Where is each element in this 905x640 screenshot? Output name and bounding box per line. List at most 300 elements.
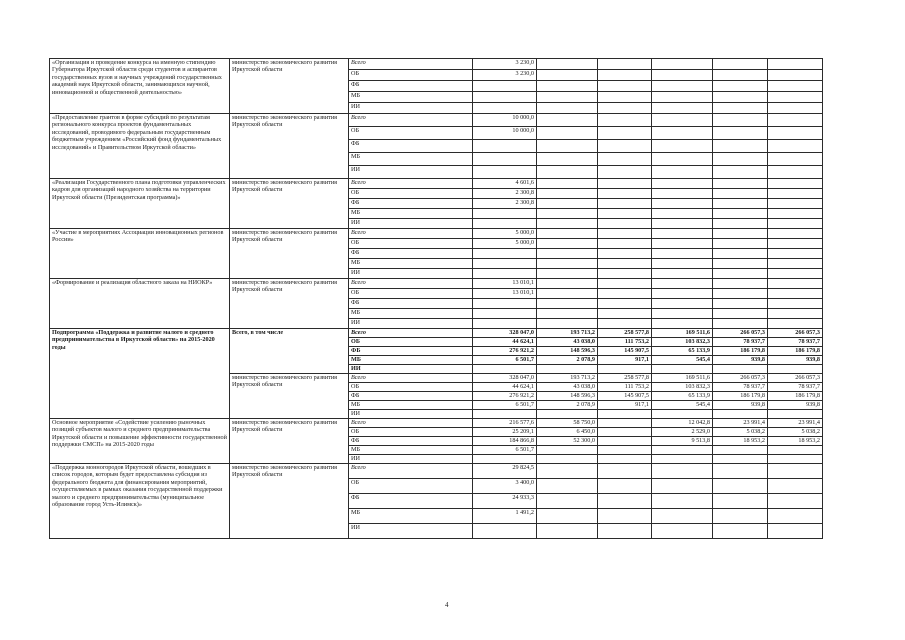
value-cell-y2016	[598, 153, 652, 166]
value-cell-y2019	[768, 166, 823, 179]
value-cell-y2019: 939,8	[768, 356, 823, 365]
value-cell-y2015	[537, 127, 598, 140]
source-cell: ИИ	[349, 455, 473, 464]
responsible-cell: министерство экономического развития Иркутской области	[230, 179, 349, 229]
source-cell: ФБ	[349, 249, 473, 259]
value-cell-y2015: 148 596,3	[537, 392, 598, 401]
responsible-cell: министерство экономического развития Иркутской области	[230, 374, 349, 419]
source-cell: ОБ	[349, 70, 473, 81]
measure-name-cell: Подпрограмма «Поддержка и развитие малого и среднего предпринимательства в Иркутской области» на 2015-2020 годы	[50, 329, 230, 419]
responsible-cell: министерство экономического развития Иркутской области	[230, 464, 349, 539]
value-cell-total: 44 624,1	[473, 338, 537, 347]
value-cell-y2017	[652, 114, 713, 127]
value-cell-y2018	[713, 92, 768, 103]
value-cell-y2016	[598, 446, 652, 455]
value-cell-y2016	[598, 365, 652, 374]
value-cell-y2017	[652, 455, 713, 464]
value-cell-y2018	[713, 153, 768, 166]
value-cell-y2016	[598, 455, 652, 464]
source-cell: ФБ	[349, 437, 473, 446]
value-cell-y2017	[652, 103, 713, 114]
source-cell: ФБ	[349, 392, 473, 401]
value-cell-y2016	[598, 209, 652, 219]
value-cell-y2016	[598, 199, 652, 209]
value-cell-y2015	[537, 209, 598, 219]
value-cell-y2015	[537, 114, 598, 127]
table-row	[50, 179, 823, 189]
source-cell: Всего	[349, 114, 473, 127]
value-cell-y2017	[652, 299, 713, 309]
value-cell-y2017	[652, 209, 713, 219]
source-cell: ОБ	[349, 239, 473, 249]
value-cell-total	[473, 259, 537, 269]
value-cell-y2019	[768, 279, 823, 289]
value-cell-y2018	[713, 365, 768, 374]
value-cell-y2017	[652, 127, 713, 140]
value-cell-y2018	[713, 494, 768, 509]
value-cell-y2017	[652, 269, 713, 279]
value-cell-y2015	[537, 140, 598, 153]
table-row	[50, 464, 823, 479]
value-cell-y2015	[537, 189, 598, 199]
value-cell-y2017: 545,4	[652, 356, 713, 365]
value-cell-total	[473, 92, 537, 103]
value-cell-total	[473, 309, 537, 319]
value-cell-y2019	[768, 464, 823, 479]
value-cell-y2019	[768, 140, 823, 153]
value-cell-y2016: 917,1	[598, 356, 652, 365]
value-cell-total	[473, 103, 537, 114]
value-cell-y2019	[768, 479, 823, 494]
value-cell-y2015: 193 713,2	[537, 329, 598, 338]
value-cell-y2018: 78 937,7	[713, 383, 768, 392]
table-row	[50, 229, 823, 239]
value-cell-y2016	[598, 229, 652, 239]
source-cell: МБ	[349, 446, 473, 455]
value-cell-y2017: 545,4	[652, 401, 713, 410]
value-cell-y2019	[768, 179, 823, 189]
value-cell-y2017: 12 042,8	[652, 419, 713, 428]
value-cell-y2016: 258 577,8	[598, 374, 652, 383]
value-cell-total	[473, 365, 537, 374]
value-cell-total: 10 000,0	[473, 127, 537, 140]
value-cell-y2018: 266 057,3	[713, 329, 768, 338]
value-cell-y2016	[598, 269, 652, 279]
measure-name-cell: «Участие в мероприятиях Ассоциации инновационных регионов России»	[50, 229, 230, 279]
value-cell-y2015	[537, 153, 598, 166]
value-cell-y2015	[537, 479, 598, 494]
responsible-cell: министерство экономического развития Иркутской области	[230, 419, 349, 464]
value-cell-y2016	[598, 81, 652, 92]
source-cell: МБ	[349, 153, 473, 166]
value-cell-total	[473, 455, 537, 464]
value-cell-total: 184 866,8	[473, 437, 537, 446]
source-cell: ФБ	[349, 494, 473, 509]
value-cell-y2015: 148 596,3	[537, 347, 598, 356]
value-cell-y2018: 18 953,2	[713, 437, 768, 446]
source-cell: Всего	[349, 464, 473, 479]
value-cell-y2018	[713, 319, 768, 329]
measure-name-cell: «Формирование и реализация областного заказа на НИОКР»	[50, 279, 230, 329]
value-cell-total: 276 921,2	[473, 392, 537, 401]
value-cell-y2015: 58 750,0	[537, 419, 598, 428]
source-cell: ОБ	[349, 338, 473, 347]
value-cell-y2018: 186 179,8	[713, 347, 768, 356]
source-cell: ИИ	[349, 319, 473, 329]
value-cell-total: 29 824,5	[473, 464, 537, 479]
value-cell-y2015	[537, 92, 598, 103]
value-cell-y2019	[768, 189, 823, 199]
value-cell-y2016	[598, 92, 652, 103]
responsible-cell: министерство экономического развития Иркутской области	[230, 229, 349, 279]
measure-name-cell: «Реализация Государственного плана подготовки управленческих кадров для организаций народного хозяйства на территории Иркутской области (Президентская программа)»	[50, 179, 230, 229]
value-cell-y2015	[537, 289, 598, 299]
value-cell-total: 25 209,1	[473, 428, 537, 437]
value-cell-y2017	[652, 509, 713, 524]
value-cell-y2015	[537, 494, 598, 509]
value-cell-y2018	[713, 209, 768, 219]
value-cell-y2018: 939,8	[713, 356, 768, 365]
source-cell: ОБ	[349, 479, 473, 494]
source-cell: ОБ	[349, 127, 473, 140]
value-cell-y2018	[713, 219, 768, 229]
value-cell-y2016	[598, 259, 652, 269]
value-cell-y2019	[768, 209, 823, 219]
value-cell-y2016	[598, 219, 652, 229]
source-cell: МБ	[349, 509, 473, 524]
value-cell-y2018	[713, 59, 768, 70]
value-cell-y2018	[713, 166, 768, 179]
value-cell-y2019	[768, 446, 823, 455]
source-cell: Всего	[349, 229, 473, 239]
value-cell-y2015	[537, 219, 598, 229]
value-cell-total: 3 400,0	[473, 479, 537, 494]
source-cell: МБ	[349, 259, 473, 269]
value-cell-total	[473, 319, 537, 329]
value-cell-total: 2 300,8	[473, 199, 537, 209]
value-cell-y2018	[713, 509, 768, 524]
value-cell-y2016	[598, 524, 652, 539]
source-cell: Всего	[349, 59, 473, 70]
value-cell-y2018	[713, 229, 768, 239]
value-cell-y2019	[768, 249, 823, 259]
value-cell-y2016	[598, 70, 652, 81]
value-cell-y2019: 186 179,8	[768, 347, 823, 356]
value-cell-y2017: 169 511,6	[652, 329, 713, 338]
value-cell-y2018	[713, 524, 768, 539]
value-cell-y2019	[768, 81, 823, 92]
value-cell-y2015	[537, 70, 598, 81]
value-cell-y2016	[598, 419, 652, 428]
source-cell: ИИ	[349, 365, 473, 374]
source-cell: Всего	[349, 179, 473, 189]
source-cell: ФБ	[349, 140, 473, 153]
value-cell-y2019	[768, 219, 823, 229]
value-cell-y2015	[537, 249, 598, 259]
value-cell-y2016	[598, 279, 652, 289]
value-cell-y2018	[713, 81, 768, 92]
value-cell-y2017: 103 832,3	[652, 338, 713, 347]
value-cell-y2018	[713, 179, 768, 189]
value-cell-y2015	[537, 166, 598, 179]
value-cell-y2015: 6 450,0	[537, 428, 598, 437]
value-cell-total: 328 047,0	[473, 374, 537, 383]
value-cell-y2019	[768, 494, 823, 509]
value-cell-y2019	[768, 114, 823, 127]
source-cell: Всего	[349, 329, 473, 338]
value-cell-y2017	[652, 219, 713, 229]
value-cell-y2018	[713, 464, 768, 479]
value-cell-total: 6 501,7	[473, 401, 537, 410]
value-cell-y2019: 5 038,2	[768, 428, 823, 437]
value-cell-y2019: 18 953,2	[768, 437, 823, 446]
value-cell-y2015	[537, 229, 598, 239]
value-cell-y2019	[768, 524, 823, 539]
value-cell-total	[473, 153, 537, 166]
value-cell-y2019	[768, 269, 823, 279]
value-cell-y2019	[768, 509, 823, 524]
measure-name-cell: «Поддержка монногородов Иркутской области, вошедших в список городов, которым будет предоставлена субсидия из федерального бюджета для финансирования мероприятий, осуществляемых в рамках оказания государственной поддержки малого и среднего предпринимательства (муниципальное образование город Усть-Илимск)»	[50, 464, 230, 539]
value-cell-y2016	[598, 410, 652, 419]
value-cell-y2017	[652, 309, 713, 319]
value-cell-y2016	[598, 299, 652, 309]
value-cell-y2016: 145 907,5	[598, 392, 652, 401]
value-cell-y2016	[598, 428, 652, 437]
value-cell-total: 6 501,7	[473, 446, 537, 455]
responsible-cell: министерство экономического развития Иркутской области	[230, 279, 349, 329]
value-cell-y2018	[713, 189, 768, 199]
value-cell-total: 13 010,1	[473, 279, 537, 289]
value-cell-y2015	[537, 524, 598, 539]
value-cell-y2017	[652, 189, 713, 199]
table-row	[50, 279, 823, 289]
measure-name-cell: Основное мероприятие «Содействие усилению рыночных позиций субъектов малого и среднего предпринимательства Иркутской области и повышение эффективности государственной поддержки СМСП» на 2015-2020 годы	[50, 419, 230, 464]
value-cell-y2015	[537, 199, 598, 209]
value-cell-total: 328 047,0	[473, 329, 537, 338]
value-cell-y2016	[598, 127, 652, 140]
value-cell-y2019	[768, 92, 823, 103]
value-cell-y2016	[598, 179, 652, 189]
value-cell-y2015	[537, 103, 598, 114]
value-cell-y2017	[652, 479, 713, 494]
source-cell: ОБ	[349, 383, 473, 392]
value-cell-y2015	[537, 446, 598, 455]
value-cell-y2019	[768, 289, 823, 299]
responsible-cell: министерство экономического развития Иркутской области	[230, 114, 349, 179]
value-cell-y2017	[652, 249, 713, 259]
value-cell-y2019	[768, 319, 823, 329]
value-cell-y2017	[652, 81, 713, 92]
value-cell-y2016	[598, 509, 652, 524]
value-cell-y2015	[537, 319, 598, 329]
value-cell-y2018	[713, 455, 768, 464]
value-cell-y2019: 23 991,4	[768, 419, 823, 428]
source-cell: ОБ	[349, 428, 473, 437]
source-cell: МБ	[349, 401, 473, 410]
value-cell-total: 10 000,0	[473, 114, 537, 127]
value-cell-y2016	[598, 249, 652, 259]
value-cell-y2018	[713, 70, 768, 81]
value-cell-y2017: 65 133,9	[652, 347, 713, 356]
source-cell: Всего	[349, 279, 473, 289]
table-row	[50, 419, 823, 428]
value-cell-y2017	[652, 239, 713, 249]
value-cell-y2016	[598, 479, 652, 494]
value-cell-total: 6 501,7	[473, 356, 537, 365]
value-cell-y2019	[768, 410, 823, 419]
value-cell-y2017	[652, 494, 713, 509]
table-row	[50, 59, 823, 70]
source-cell: ФБ	[349, 81, 473, 92]
value-cell-y2015	[537, 410, 598, 419]
value-cell-y2017: 2 529,0	[652, 428, 713, 437]
value-cell-total: 3 230,0	[473, 70, 537, 81]
source-cell: МБ	[349, 309, 473, 319]
value-cell-y2015	[537, 455, 598, 464]
value-cell-y2017	[652, 166, 713, 179]
budget-table-body	[50, 59, 823, 539]
value-cell-y2016: 145 907,5	[598, 347, 652, 356]
value-cell-y2019	[768, 59, 823, 70]
value-cell-total	[473, 269, 537, 279]
value-cell-total	[473, 209, 537, 219]
value-cell-y2017	[652, 464, 713, 479]
value-cell-total: 44 624,1	[473, 383, 537, 392]
value-cell-y2016	[598, 189, 652, 199]
value-cell-y2018	[713, 103, 768, 114]
value-cell-y2018: 266 057,3	[713, 374, 768, 383]
value-cell-y2016	[598, 437, 652, 446]
value-cell-y2017: 169 511,6	[652, 374, 713, 383]
value-cell-y2019	[768, 365, 823, 374]
value-cell-y2015	[537, 81, 598, 92]
value-cell-y2018: 939,8	[713, 401, 768, 410]
source-cell: ФБ	[349, 199, 473, 209]
table-row	[50, 329, 823, 338]
value-cell-y2017	[652, 70, 713, 81]
value-cell-total	[473, 410, 537, 419]
value-cell-y2018: 186 179,8	[713, 392, 768, 401]
value-cell-y2017	[652, 289, 713, 299]
value-cell-y2015	[537, 464, 598, 479]
value-cell-y2015	[537, 309, 598, 319]
value-cell-total: 24 933,3	[473, 494, 537, 509]
value-cell-y2019	[768, 309, 823, 319]
value-cell-y2019: 186 179,8	[768, 392, 823, 401]
value-cell-y2017	[652, 410, 713, 419]
source-cell: ИИ	[349, 103, 473, 114]
value-cell-y2019: 939,8	[768, 401, 823, 410]
value-cell-y2016	[598, 464, 652, 479]
value-cell-y2016: 917,1	[598, 401, 652, 410]
source-cell: МБ	[349, 209, 473, 219]
value-cell-y2015: 193 713,2	[537, 374, 598, 383]
responsible-cell: министерство экономического развития Иркутской области	[230, 59, 349, 114]
value-cell-y2019	[768, 153, 823, 166]
value-cell-total	[473, 249, 537, 259]
source-cell: ОБ	[349, 189, 473, 199]
value-cell-total	[473, 166, 537, 179]
value-cell-y2019	[768, 455, 823, 464]
value-cell-total: 13 010,1	[473, 289, 537, 299]
value-cell-y2017: 103 832,3	[652, 383, 713, 392]
value-cell-y2017	[652, 229, 713, 239]
value-cell-y2017	[652, 446, 713, 455]
responsible-cell: Всего, в том числе	[230, 329, 349, 374]
measure-name-cell: «Предоставление грантов в форме субсидий по результатам регионального конкурса проектов фундаментальных исследований, проводимого федеральным государственным бюджетным учреждением «Российский фонд фундаментальных исследований» и Правительством Иркутской области»	[50, 114, 230, 179]
value-cell-y2017: 65 133,9	[652, 392, 713, 401]
table-row	[50, 114, 823, 127]
value-cell-y2016	[598, 239, 652, 249]
source-cell: МБ	[349, 92, 473, 103]
value-cell-y2018: 78 937,7	[713, 338, 768, 347]
value-cell-y2018	[713, 269, 768, 279]
value-cell-total	[473, 299, 537, 309]
value-cell-y2018: 5 038,2	[713, 428, 768, 437]
value-cell-y2016	[598, 309, 652, 319]
value-cell-total	[473, 81, 537, 92]
value-cell-y2017	[652, 259, 713, 269]
value-cell-total	[473, 140, 537, 153]
value-cell-y2019: 266 057,3	[768, 374, 823, 383]
value-cell-total: 1 491,2	[473, 509, 537, 524]
value-cell-y2016	[598, 319, 652, 329]
value-cell-y2019	[768, 127, 823, 140]
value-cell-y2018	[713, 410, 768, 419]
value-cell-y2018	[713, 479, 768, 494]
value-cell-y2016	[598, 140, 652, 153]
value-cell-y2015	[537, 279, 598, 289]
value-cell-y2016: 111 753,2	[598, 338, 652, 347]
value-cell-y2015	[537, 239, 598, 249]
source-cell: ИИ	[349, 269, 473, 279]
value-cell-y2015	[537, 59, 598, 70]
value-cell-y2018: 23 991,4	[713, 419, 768, 428]
value-cell-y2016: 258 577,8	[598, 329, 652, 338]
value-cell-total: 216 577,6	[473, 419, 537, 428]
value-cell-y2015	[537, 509, 598, 524]
source-cell: МБ	[349, 356, 473, 365]
value-cell-y2019	[768, 103, 823, 114]
value-cell-y2019	[768, 259, 823, 269]
value-cell-y2017	[652, 179, 713, 189]
value-cell-y2017	[652, 59, 713, 70]
value-cell-y2017	[652, 153, 713, 166]
value-cell-total: 2 300,8	[473, 189, 537, 199]
value-cell-y2018	[713, 279, 768, 289]
value-cell-y2015: 43 038,0	[537, 338, 598, 347]
value-cell-y2016	[598, 103, 652, 114]
value-cell-total: 5 000,0	[473, 239, 537, 249]
value-cell-y2016	[598, 289, 652, 299]
value-cell-y2015	[537, 365, 598, 374]
value-cell-y2017	[652, 279, 713, 289]
value-cell-y2015	[537, 259, 598, 269]
source-cell: ФБ	[349, 299, 473, 309]
value-cell-total: 4 601,6	[473, 179, 537, 189]
value-cell-total	[473, 524, 537, 539]
value-cell-y2015: 2 078,9	[537, 356, 598, 365]
value-cell-y2018	[713, 259, 768, 269]
value-cell-y2018	[713, 199, 768, 209]
value-cell-y2015	[537, 269, 598, 279]
value-cell-y2016	[598, 166, 652, 179]
measure-name-cell: «Организация и проведение конкурса на именную стипендию Губернатора Иркутской области среди студентов и аспирантов государственных вузов и научных учреждений государственных академий наук Иркутской области, занимающихся научной, инновационной и общественной деятельностью»	[50, 59, 230, 114]
value-cell-y2018	[713, 140, 768, 153]
value-cell-y2019	[768, 229, 823, 239]
value-cell-y2019: 266 057,3	[768, 329, 823, 338]
value-cell-total: 5 000,0	[473, 229, 537, 239]
